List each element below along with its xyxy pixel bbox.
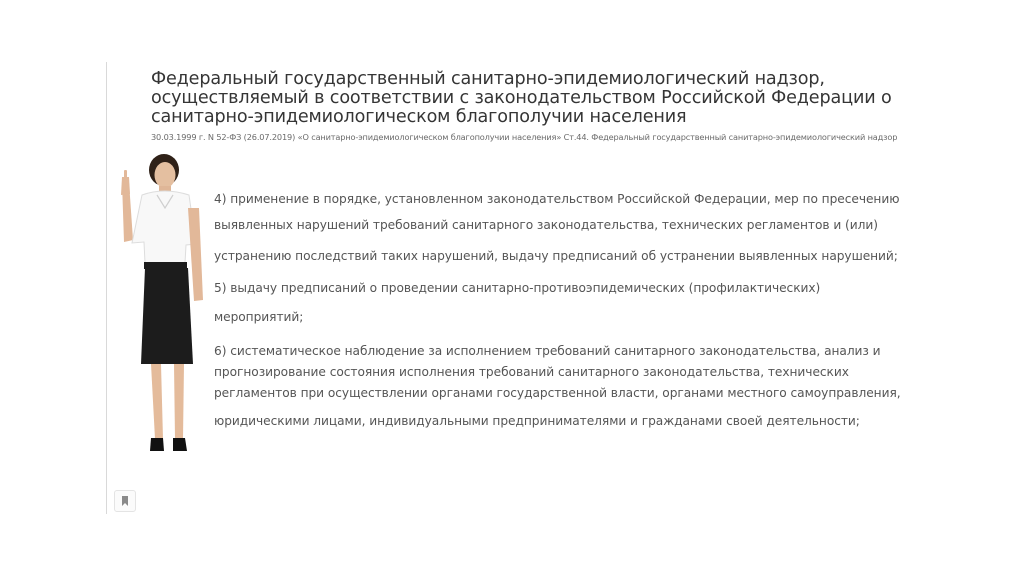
presenter-raised-hand <box>121 177 130 195</box>
presenter-illustration <box>112 150 217 465</box>
presenter-left-shoe <box>150 438 164 451</box>
body-line: 5) выдачу предписаний о проведении санитарно-противоэпидемических (профилактических) <box>214 281 821 295</box>
presenter-face <box>155 162 176 188</box>
body-line: выявленных нарушений требований санитарного законодательства, технических регламентов и (или) <box>214 218 878 232</box>
body-line: 6) систематическое наблюдение за исполнением требований санитарного законодательства, анализ и <box>214 344 881 358</box>
body-line: регламентов при осуществлении органами государственной власти, органами местного самоуправления, <box>214 386 901 400</box>
bookmark-icon <box>121 496 129 506</box>
presenter-right-leg <box>174 364 184 439</box>
body-line: 4) применение в порядке, установленном законодательством Российской Федерации, мер по пресечению <box>214 192 900 206</box>
presenter-belt <box>144 262 187 269</box>
presenter-left-leg <box>151 364 163 439</box>
presenter-right-shoe <box>173 438 187 451</box>
title-line: санитарно-эпидемиологическом благополучии населения <box>151 107 687 127</box>
legal-source: 30.03.1999 г. N 52-ФЗ (26.07.2019) «О санитарно-эпидемиологическом благополучии населения» Ст.44. Федеральный государственный санитарно-эпидемиологический надзор <box>151 132 898 142</box>
bookmark-button[interactable] <box>114 490 136 512</box>
presenter-blouse <box>132 191 196 263</box>
document-title <box>151 70 911 127</box>
body-line: устранению последствий таких нарушений, выдачу предписаний об устранении выявленных нарушений; <box>214 249 898 263</box>
title-line: осуществляемый в соответствии с законодательством Российской Федерации о <box>151 88 892 108</box>
body-line: прогнозирование состояния исполнения требований санитарного законодательства, технических <box>214 365 849 379</box>
slide-header <box>151 70 911 142</box>
title-line: Федеральный государственный санитарно-эпидемиологический надзор, <box>151 69 825 89</box>
presenter-pointing-finger <box>124 170 127 179</box>
presenter-skirt <box>141 268 193 364</box>
body-line: мероприятий; <box>214 310 304 324</box>
presenter-lowered-arm <box>188 208 203 301</box>
body-line: юридическими лицами, индивидуальными предпринимателями и гражданами своей деятельности; <box>214 414 860 428</box>
slide-left-border <box>106 62 107 514</box>
